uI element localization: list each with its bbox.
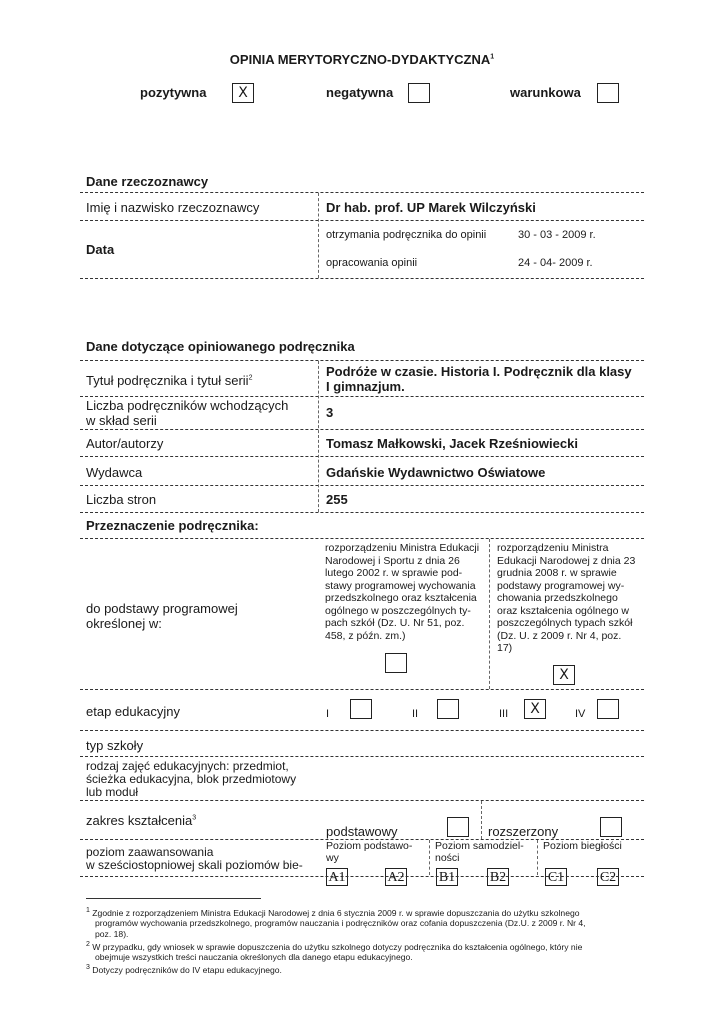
pages-label: Liczba stron <box>86 492 157 507</box>
level-basic-label: Poziom podstawo- wy <box>326 840 413 864</box>
divider <box>80 278 644 279</box>
footnote-rule <box>86 898 261 899</box>
scope-basic-checkbox[interactable] <box>447 817 469 837</box>
verdict-positive-label: pozytywna <box>140 85 207 100</box>
reviewer-name-value: Dr hab. prof. UP Marek Wilczyński <box>326 200 536 215</box>
level-B2-checkbox[interactable]: B2 <box>487 868 509 886</box>
column-divider <box>489 539 490 689</box>
page-title: OPINIA MERYTORYCZNO-DYDAKTYCZNA$^1$ <box>229 52 495 67</box>
divider <box>80 512 644 513</box>
divider <box>80 220 644 221</box>
pages-value: 255 <box>326 492 348 507</box>
basis-option-2002: rozporządzeniu Ministra Edukacji Narodowej i Sportu z dnia 26 lutego 2002 r. w sprawie pod- stawy programowej wychowania przedszkolnego oraz kształcenia ogólnego w poszczególnych ty- pach szkół (Dz. U. Nr 51, poz. 458, z późn. zm.) <box>325 542 480 642</box>
stage-III-label: III <box>499 708 509 720</box>
verdict-positive-checkbox[interactable]: X <box>232 83 254 103</box>
date-label: Data <box>86 242 115 257</box>
verdict-negative-label: negatywna <box>326 85 394 100</box>
date-received-label: otrzymania podręcznika do opinii <box>326 229 487 241</box>
divider <box>80 485 644 486</box>
basis-label-line2: określonej w: <box>86 616 162 631</box>
divider <box>80 396 644 397</box>
scope-basic-label: podstawowy <box>326 824 398 839</box>
divider <box>80 429 644 430</box>
footnote-2: $^2$ W przypadku, gdy wniosek w sprawie dopuszczenia do użytku szkolnego dotyczy podręcznika do kształcenia ogólnego, który nie obejmuje wszystkich treści nauczania określonych dla danego etapu edukacyjnego. <box>86 940 583 963</box>
footnote-1: $^1$ Zgodnie z rozporządzeniem Ministra Edukacji Narodowej z dnia 6 stycznia 2009 r. w sprawie dopuszczania do użytku szkolnego programów wychowania przedszkolnego, programów nauczania i podręczników oraz cofania dopuszczenia (Dz.U. z 2009 r. Nr 4, poz. 18). <box>86 907 586 940</box>
level-proficient-label: Poziom biegłości <box>543 840 622 852</box>
basis-2008-checkbox[interactable]: X <box>553 665 575 685</box>
book-count-label-line1: Liczba podręczników wchodzących <box>86 398 289 413</box>
level-independent-label: Poziom samodziel- ności <box>435 840 524 864</box>
authors-value: Tomasz Małkowski, Jacek Rześniowiecki <box>326 436 578 451</box>
verdict-negative-checkbox[interactable] <box>408 83 430 103</box>
purpose-section-title: Przeznaczenie podręcznika: <box>86 518 259 533</box>
divider <box>80 730 644 731</box>
level-B1-checkbox[interactable]: B1 <box>436 868 458 886</box>
level-A2-checkbox[interactable]: A2 <box>385 868 407 886</box>
verdict-conditional-checkbox[interactable] <box>597 83 619 103</box>
level-C1-checkbox[interactable]: C1 <box>545 868 567 886</box>
stage-II-checkbox[interactable] <box>437 699 459 719</box>
level-label: poziom zaawansowania w sześciostopniowej skali poziomów bie- <box>86 845 303 872</box>
divider <box>80 192 644 193</box>
basis-2002-checkbox[interactable] <box>385 653 407 673</box>
scope-extended-checkbox[interactable] <box>600 817 622 837</box>
footnotes <box>86 906 642 975</box>
book-title-value-line2: I gimnazjum. <box>326 379 405 394</box>
divider <box>80 689 644 690</box>
verdict-conditional-label: warunkowa <box>510 85 581 100</box>
basis-option-2008: rozporządzeniu Ministra Edukacji Narodowej z dnia 23 grudnia 2008 r. w sprawie podstawy programowej wy- chowania przedszkolnego oraz kształcenia ogólnego w poszczególnych typach szkół (Dz. U. z 2009 r. Nr 4, poz. 17) <box>497 542 636 654</box>
column-divider <box>481 801 482 839</box>
divider <box>80 360 644 361</box>
column-divider <box>429 840 430 875</box>
book-section-title: Dane dotyczące opiniowanego podręcznika <box>86 339 355 354</box>
stage-I-label: I <box>326 708 330 720</box>
stage-II-label: II <box>412 708 419 720</box>
stage-IV-checkbox[interactable] <box>597 699 619 719</box>
reviewer-name-label: Imię i nazwisko rzeczoznawcy <box>86 200 260 215</box>
book-title-value-line1: Podróże w czasie. Historia I. Podręcznik dla klasy <box>326 364 632 379</box>
divider <box>80 876 644 877</box>
level-C2-checkbox[interactable]: C2 <box>597 868 619 886</box>
stage-I-checkbox[interactable] <box>350 699 372 719</box>
basis-label-line1: do podstawy programowej <box>86 601 238 616</box>
reviewer-section-title: Dane rzeczoznawcy <box>86 174 209 189</box>
footnote-3: $^3$ Dotyczy podręczników do IV etapu edukacyjnego. <box>86 963 282 975</box>
divider <box>80 756 644 757</box>
scope-label: zakres kształcenia$^3$ <box>86 813 197 828</box>
book-count-label-line2: w skład serii <box>86 413 157 428</box>
publisher-value: Gdańskie Wydawnictwo Oświatowe <box>326 465 546 480</box>
stage-IV-label: IV <box>575 708 586 720</box>
book-title-label: Tytuł podręcznika i tytuł serii$^2$ <box>86 373 253 388</box>
column-divider <box>318 361 319 512</box>
divider <box>80 538 644 539</box>
scope-extended-label: rozszerzony <box>488 824 559 839</box>
book-count-value: 3 <box>326 405 334 420</box>
date-prepared-value: 24 - 04- 2009 r. <box>518 257 593 269</box>
stage-label: etap edukacyjny <box>86 704 180 719</box>
activity-type-label: rodzaj zajęć edukacyjnych: przedmiot, ścieżka edukacyjna, blok przedmiotowy lub moduł <box>86 759 297 799</box>
date-received-value: 30 - 03 - 2009 r. <box>518 229 596 241</box>
divider <box>80 456 644 457</box>
publisher-label: Wydawca <box>86 465 143 480</box>
school-type-label: typ szkoły <box>86 738 144 753</box>
column-divider <box>318 193 319 278</box>
stage-III-checkbox[interactable]: X <box>524 699 546 719</box>
date-prepared-label: opracowania opinii <box>326 257 418 269</box>
level-A1-checkbox[interactable]: A1 <box>326 868 348 886</box>
divider <box>80 800 644 801</box>
column-divider <box>537 840 538 875</box>
authors-label: Autor/autorzy <box>86 436 164 451</box>
